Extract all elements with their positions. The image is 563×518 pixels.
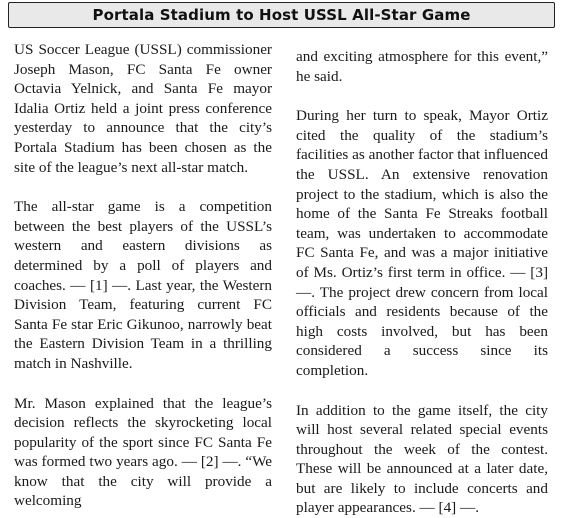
paragraph-special-events: In addition to the game itself, the city will host several related special events throughout the week of the contest. These will be announced at a later date, but are likely to include concerts and player appearances. — [4] —. (296, 401, 548, 518)
paragraph-all-star-game: The all-star game is a competition between the best players of the USSL’s western and eastern divisions as determined by a poll of players and coaches. — [1] —. Last year, the Western Division Team, featuring current FC Santa Fe star Eric Gikunoo, narrowly beat the Eastern Division Team in a thrilling match in Nashville. (14, 197, 272, 373)
article-title-bar (8, 2, 555, 28)
paragraph-mason-quote-end: and exciting atmosphere for this event,” he said. (296, 47, 548, 86)
paragraph-mason-explanation: Mr. Mason explained that the league’s decision reflects the skyrocketing local popularity of the sport since FC Santa Fe was formed two years ago. — [2] —. “We know that the city will provide a welcoming (14, 394, 272, 512)
right-column (296, 47, 548, 518)
paragraph-announcement: US Soccer League (USSL) commissioner Joseph Mason, FC Santa Fe owner Octavia Yelnick, and Santa Fe mayor Idalia Ortiz held a joint press conference yesterday to announce that the city’s Portala Stadium has been chosen as the site of the league’s next all-star match. (14, 40, 272, 177)
left-column (14, 40, 272, 511)
paragraph-mayor-ortiz: During her turn to speak, Mayor Ortiz cited the quality of the stadium’s facilities as another factor that influenced the USSL. An extensive renovation project to the stadium, which is also the home of the Santa Fe Streaks football team, was undertaken to accommodate FC Santa Fe, and was a major initiative of Ms. Ortiz’s first term in office. — [3] —. The project drew concern from local officials and residents because of the high costs involved, but has been considered a success since its completion. (296, 106, 548, 380)
article-title: Portala Stadium to Host USSL All-Star Game (92, 6, 470, 24)
